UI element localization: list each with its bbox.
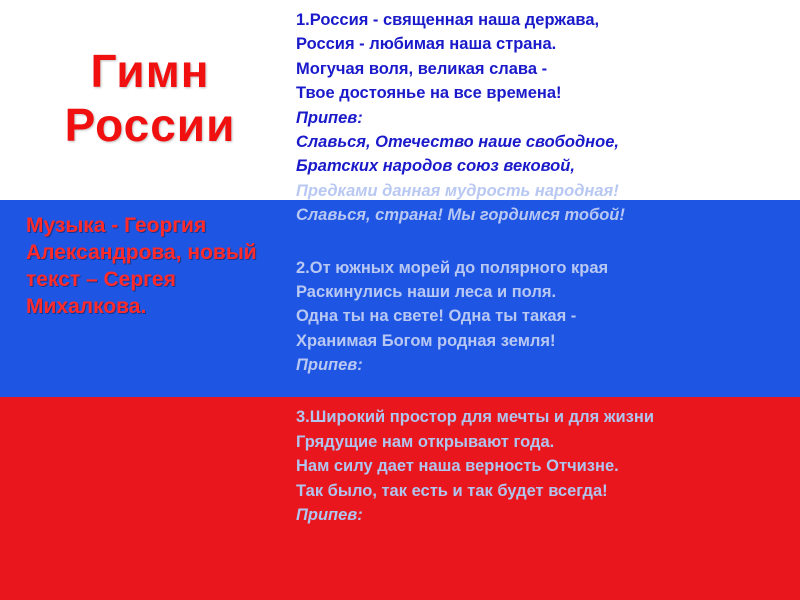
- verse3-line: Грядущие нам открывают года.: [296, 432, 555, 451]
- verse2-line: Одна ты на свете! Одна ты такая -: [296, 307, 577, 326]
- verse3-line: 3.Широкий простор для мечты и для жизни: [296, 408, 654, 427]
- authors-credit: Музыка - Георгия Александрова, новый текст – Сергея Михалкова.: [26, 214, 257, 318]
- title-line-1: Гимн: [90, 45, 210, 97]
- verse2-line: 2.От южных морей до полярного края: [296, 258, 609, 277]
- chorus-label: Припев:: [296, 356, 363, 375]
- chorus-line: Братских народов союз вековой,: [296, 157, 575, 176]
- verse2-line: Хранимая Богом родная земля!: [296, 331, 556, 350]
- verse1-line: 1.Россия - священная наша держава,: [296, 11, 600, 29]
- chorus-label: Припев:: [296, 506, 363, 525]
- stanza-gap: [296, 377, 791, 405]
- chorus-line: Славься, Отечество наше свободное,: [296, 132, 619, 151]
- anthem-lyrics: [296, 8, 791, 527]
- verse3-line: Так было, так есть и так будет всегда!: [296, 481, 608, 500]
- stanza-gap: [296, 228, 791, 256]
- chorus-line: Славься, страна! Мы гордимся тобой!: [296, 206, 625, 225]
- slide-title: [40, 44, 260, 152]
- verse2-line: Раскинулись наши леса и поля.: [296, 282, 557, 301]
- chorus-line: Предками данная мудрость народная!: [296, 181, 619, 200]
- verse1-line: Могучая воля, великая слава -: [296, 59, 548, 78]
- chorus-label: Припев:: [296, 108, 363, 127]
- verse1-line: Твое достоянье на все времена!: [296, 84, 562, 103]
- verse1-line: Россия - любимая наша страна.: [296, 35, 557, 54]
- verse3-line: Нам силу дает наша верность Отчизне.: [296, 457, 619, 476]
- title-line-2: России: [64, 99, 236, 151]
